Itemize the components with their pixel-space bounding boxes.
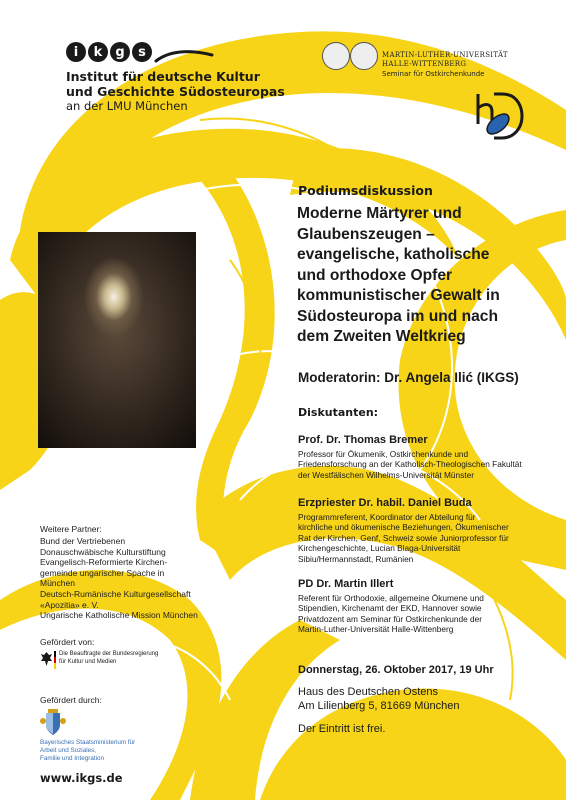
panelist-desc-line: der Westfälischen Wilhelms-Universität Münster bbox=[298, 469, 474, 480]
panelist-name: Prof. Dr. Thomas Bremer bbox=[298, 434, 428, 446]
logo-letter-i: i bbox=[66, 42, 86, 62]
funded-through-label: Gefördert durch: bbox=[40, 695, 102, 705]
partner-item: Ungarische Katholische Mission München bbox=[40, 610, 198, 621]
panelist-description bbox=[298, 449, 522, 480]
event-title bbox=[297, 204, 547, 348]
university-name-line-1: MARTIN-LUTHER-UNIVERSITÄT bbox=[382, 51, 508, 59]
moderator: Moderatorin: Dr. Angela Ilić (IKGS) bbox=[298, 370, 519, 385]
university-seminar: Seminar für Ostkirchenkunde bbox=[382, 70, 485, 78]
funded-by-label: Gefördert von: bbox=[40, 637, 95, 647]
hd-logo-icon bbox=[470, 90, 526, 146]
panel-heading: Diskutanten: bbox=[298, 406, 379, 419]
ikgs-logo bbox=[66, 42, 152, 64]
website-link[interactable]: www.ikgs.de bbox=[40, 771, 123, 785]
event-title-line: evangelische, katholische bbox=[297, 246, 490, 263]
institute-name-line-1: Institut für deutsche Kultur bbox=[66, 69, 260, 84]
bavaria-line-1: Bayerisches Staatsministerium für bbox=[40, 739, 136, 746]
bavaria-line-3: Familie und Integration bbox=[40, 755, 105, 762]
event-date: Donnerstag, 26. Oktober 2017, 19 Uhr bbox=[298, 664, 494, 676]
panelist-desc-line: Professor für Ökumenik, Ostkirchenkunde und bbox=[298, 449, 469, 459]
partner-item: Bund der Vertriebenen bbox=[40, 536, 126, 546]
panelist-name: Erzpriester Dr. habil. Daniel Buda bbox=[298, 497, 472, 509]
bavarian-crest-icon bbox=[40, 709, 66, 737]
panelist-desc-line: Kirchengeschichte, Lucian Blaga-Universität bbox=[298, 543, 461, 554]
tunnel-photo bbox=[38, 232, 196, 448]
event-title-line: dem Zweiten Weltkrieg bbox=[297, 328, 466, 345]
logo-letter-k: k bbox=[88, 42, 108, 62]
partners-label: Weitere Partner: bbox=[40, 524, 102, 534]
bkm-line-2: für Kultur und Medien bbox=[59, 659, 117, 665]
partner-item: Evangelisch-Reformierte Kirchen- bbox=[40, 557, 168, 568]
panelist-desc-line: Stipendien, Kirchenamt der EKD, Hannover sowie bbox=[298, 603, 482, 614]
partner-item: Deutsch-Rumänische Kulturgesellschaft bbox=[40, 588, 191, 599]
event-title-line: Glaubenszeugen – bbox=[297, 225, 435, 243]
event-title-line: Moderne Märtyrer und bbox=[297, 205, 462, 222]
german-flag-stripe-icon bbox=[54, 651, 56, 669]
institute-name-line-3: an der LMU München bbox=[66, 99, 188, 113]
partner-item: Donauschwäbische Kulturstiftung bbox=[40, 546, 166, 557]
panelist-desc-line: Programmreferent, Koordinator der Abteilung für bbox=[298, 512, 476, 522]
panelist-desc-line: Martin-Luther-Universität Halle-Wittenberg bbox=[298, 624, 454, 635]
partner-item: gemeinde ungarischer Spache in bbox=[40, 567, 165, 578]
federal-eagle-icon bbox=[40, 651, 53, 667]
venue-name: Haus des Deutschen Ostens bbox=[298, 686, 439, 698]
bavaria-line-2: Arbeit und Soziales, bbox=[40, 747, 97, 754]
partner-item: München bbox=[40, 578, 75, 589]
event-kicker: Podiumsdiskussion bbox=[298, 183, 433, 198]
panelist-desc-line: Privatdozent am Seminar für Ostkirchenkunde der bbox=[298, 613, 482, 624]
university-seal-icon bbox=[322, 42, 350, 70]
event-title-line: Südosteuropa im und nach bbox=[297, 307, 498, 325]
logo-letter-s: s bbox=[132, 42, 152, 62]
panelist-desc-line: Referent für Orthodoxie, allgemeine Ökumene und bbox=[298, 593, 484, 603]
panelist-desc-line: Sibiu/Hermannstadt, Rumänien bbox=[298, 553, 414, 564]
bkm-line-1: Die Beauftragte der Bundesregierung bbox=[59, 651, 159, 657]
venue-address: Am Lilienberg 5, 81669 München bbox=[298, 700, 460, 712]
panelist-description bbox=[298, 593, 484, 635]
event-title-line: kommunistischer Gewalt in bbox=[297, 287, 500, 304]
panelist-description bbox=[298, 512, 509, 564]
partner-item: «Apozitia» e. V. bbox=[40, 599, 99, 610]
panelist-desc-line: Rat der Kirchen, Genf, Schweiz sowie Juniorprofessor für bbox=[298, 532, 509, 543]
panelist-name: PD Dr. Martin Illert bbox=[298, 578, 394, 590]
entry-note: Der Eintritt ist frei. bbox=[298, 723, 386, 735]
university-name-line-2: HALLE-WITTENBERG bbox=[382, 60, 467, 68]
panelist-desc-line: Friedensforschung an der Katholisch-Theologischen Fakultät bbox=[298, 459, 522, 470]
panelist-desc-line: kirchliche und ökumenische Beziehungen, Ökumenischer bbox=[298, 522, 509, 533]
university-seal-icon bbox=[350, 42, 378, 70]
institute-name-line-2: und Geschichte Südosteuropas bbox=[66, 84, 285, 99]
logo-letter-g: g bbox=[110, 42, 130, 62]
event-title-line: und orthodoxe Opfer bbox=[297, 266, 453, 284]
ikgs-swoosh-icon bbox=[154, 47, 214, 67]
partners-list bbox=[40, 536, 198, 621]
